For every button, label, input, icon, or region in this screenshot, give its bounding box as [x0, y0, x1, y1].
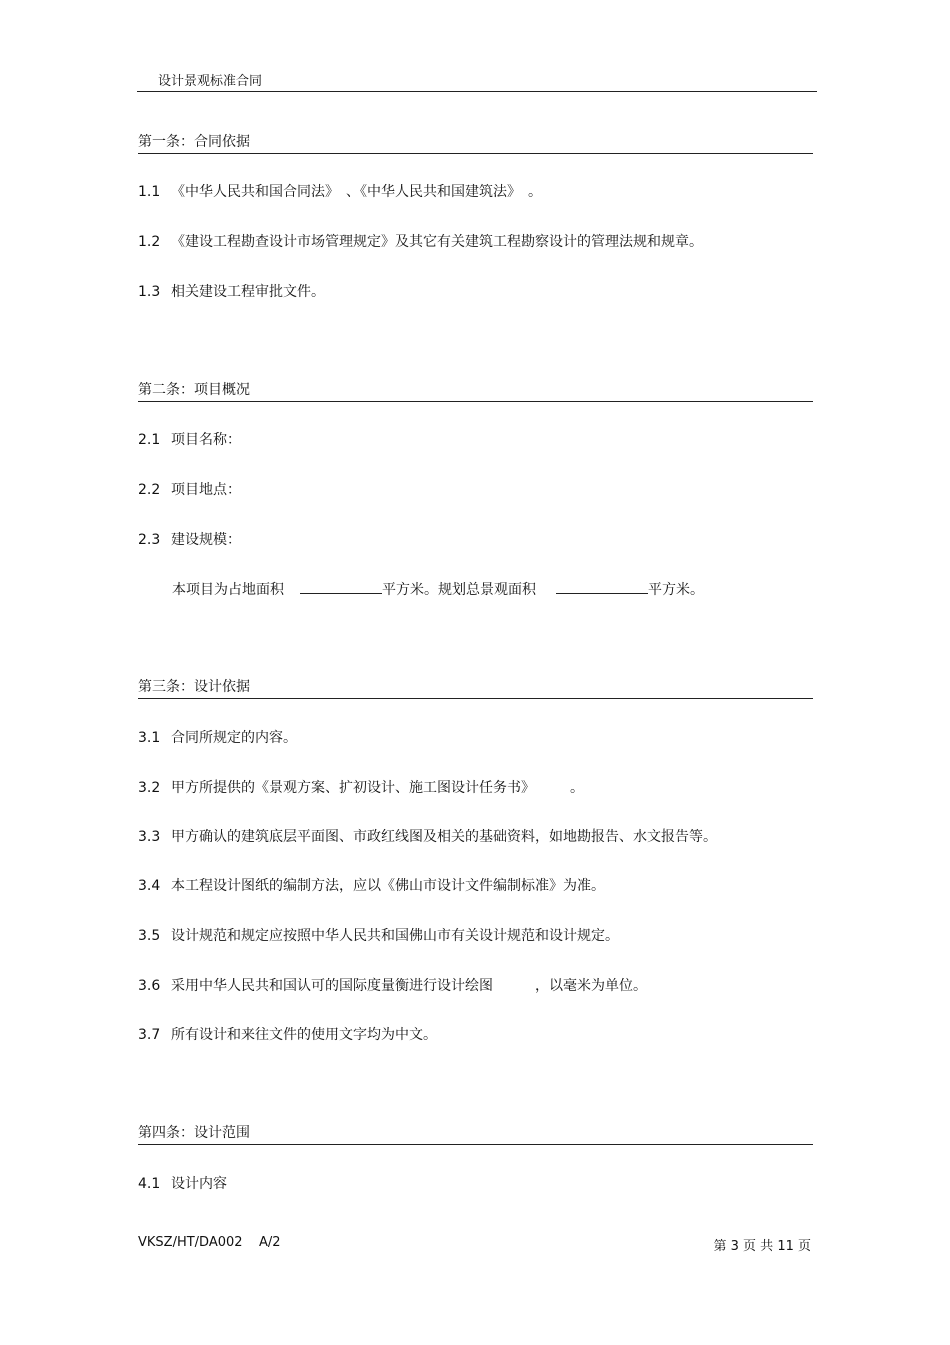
- clause-text: 甲方确认的建筑底层平面图、市政红线图及相关的基础资料，如地勘报告、水文报告等。: [171, 829, 717, 845]
- clause-text: 相关建设工程审批文件。: [171, 284, 325, 300]
- section-4-title: 第四条：设计范围: [138, 1124, 813, 1145]
- clause-text: 合同所规定的内容。: [171, 730, 297, 746]
- scale-text-part1: 本项目为占地面积: [172, 582, 284, 598]
- clause-text: 设计规范和规定应按照中华人民共和国佛山市有关设计规范和设计规定。: [171, 928, 619, 944]
- scale-statement: [172, 579, 704, 600]
- clause-1-2: [138, 232, 703, 252]
- section-2-title: 第二条：项目概况: [138, 381, 813, 402]
- clause-number: 3.6: [138, 978, 161, 994]
- section-1-title: 第一条：合同依据: [138, 133, 813, 154]
- clause-4-1: [138, 1174, 227, 1194]
- landscape-area-blank[interactable]: [556, 579, 648, 594]
- clause-1-1: [138, 182, 542, 202]
- section-3-title: 第三条：设计依据: [138, 678, 813, 699]
- clause-number: 1.3: [138, 284, 161, 300]
- clause-3-2: [138, 778, 584, 798]
- clause-text: 采用中华人民共和国认可的国际度量衡进行设计绘图 ，以毫米为单位。: [171, 978, 647, 994]
- clause-text: 本工程设计图纸的编制方法，应以《佛山市设计文件编制标准》为准。: [171, 878, 605, 894]
- clause-number: 3.1: [138, 730, 161, 746]
- clause-number: 4.1: [138, 1176, 161, 1192]
- header-rule: [137, 91, 817, 92]
- footer-page-number: 第 3 页 共 11 页: [713, 1239, 811, 1254]
- clause-number: 2.1: [138, 432, 161, 448]
- clause-3-6: [138, 976, 647, 996]
- scale-text-part2: 平方米。规划总景观面积: [382, 582, 536, 598]
- clause-text: 项目地点：: [171, 482, 241, 498]
- clause-text: 设计内容: [171, 1176, 227, 1192]
- clause-number: 3.5: [138, 928, 161, 944]
- clause-number: 3.4: [138, 878, 161, 894]
- clause-2-2: [138, 480, 241, 500]
- clause-number: 3.7: [138, 1027, 161, 1043]
- clause-number: 3.2: [138, 780, 161, 796]
- site-area-blank[interactable]: [300, 579, 382, 594]
- clause-text: 甲方所提供的《景观方案、扩初设计、施工图设计任务书》 。: [171, 780, 584, 796]
- clause-number: 1.1: [138, 184, 161, 200]
- footer-doc-code: VKSZ/HT/DA002: [138, 1235, 243, 1250]
- clause-3-7: [138, 1025, 437, 1045]
- clause-number: 2.2: [138, 482, 161, 498]
- clause-2-1: [138, 430, 241, 450]
- clause-3-1: [138, 728, 297, 748]
- clause-number: 3.3: [138, 829, 161, 845]
- clause-3-3: [138, 827, 717, 847]
- clause-text: 《建设工程勘查设计市场管理规定》及其它有关建筑工程勘察设计的管理法规和规章。: [171, 234, 703, 250]
- clause-3-4: [138, 876, 605, 896]
- clause-1-3: [138, 282, 325, 302]
- scale-text-part3: 平方米。: [648, 582, 704, 598]
- clause-text: 建设规模：: [171, 532, 241, 548]
- clause-text: 所有设计和来往文件的使用文字均为中文。: [171, 1027, 437, 1043]
- footer-revision: A/2: [259, 1235, 281, 1250]
- clause-number: 1.2: [138, 234, 161, 250]
- clause-2-3: [138, 530, 241, 550]
- clause-number: 2.3: [138, 532, 161, 548]
- clause-3-5: [138, 926, 619, 946]
- clause-text: 项目名称：: [171, 432, 241, 448]
- header-title: 设计景观标准合同: [158, 74, 263, 89]
- clause-text: 《中华人民共和国合同法》 、《中华人民共和国建筑法》 。: [171, 184, 542, 200]
